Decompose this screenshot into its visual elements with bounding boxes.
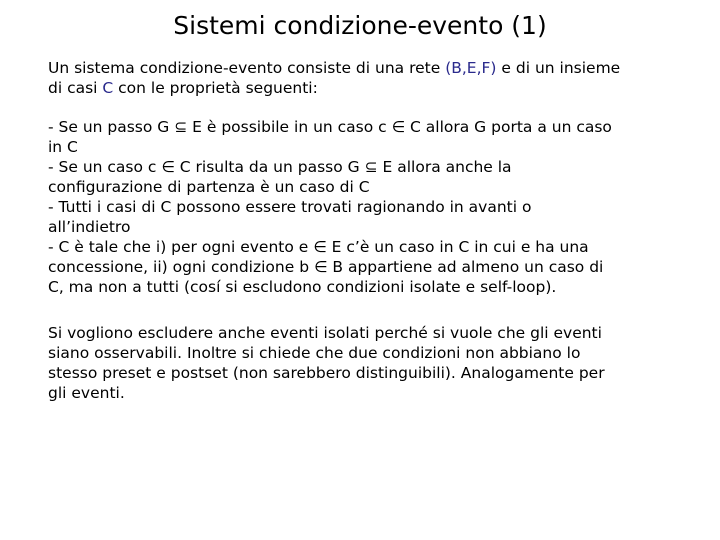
property-line: - C è tale che i) per ogni evento e ∈ E c’è un caso in C in cui e ha una (48, 238, 589, 256)
property-line: - Se un passo G ⊆ E è possibile in un caso c ∈ C allora G porta a un caso (48, 118, 612, 136)
properties-list (48, 117, 688, 297)
property-line: in C (48, 138, 78, 156)
property-item (48, 237, 688, 297)
intro-text: Un sistema condizione-evento consiste di una rete (48, 59, 446, 77)
intro-paragraph (48, 58, 688, 98)
closing-line: siano osservabili. Inoltre si chiede che due condizioni non abbiano lo (48, 344, 581, 362)
property-item (48, 197, 688, 237)
intro-text: con le proprietà seguenti: (113, 79, 318, 97)
closing-line: stesso preset e postset (non sarebbero distinguibili). Analogamente per (48, 364, 605, 382)
intro-text: e di un insieme (496, 59, 621, 77)
property-line: all’indietro (48, 218, 131, 236)
closing-paragraph (48, 323, 688, 403)
slide-title: Sistemi condizione-evento (1) (173, 11, 547, 40)
net-tuple: (B,E,F) (445, 59, 497, 77)
closing-line: Si vogliono escludere anche eventi isolati perché si vuole che gli eventi (48, 324, 602, 342)
property-line: - Tutti i casi di C possono essere trovati ragionando in avanti o (48, 198, 532, 216)
case-set-symbol: C (102, 79, 114, 97)
slide-content (48, 58, 688, 403)
property-item (48, 117, 688, 157)
property-line: concessione, ii) ogni condizione b ∈ B appartiene ad almeno un caso di (48, 258, 604, 276)
property-item (48, 157, 688, 197)
property-line: C, ma non a tutti (cosí si escludono condizioni isolate e self-loop). (48, 278, 557, 296)
closing-line: gli eventi. (48, 384, 125, 402)
intro-text: di casi (48, 79, 103, 97)
property-line: configurazione di partenza è un caso di C (48, 178, 370, 196)
property-line: - Se un caso c ∈ C risulta da un passo G ⊆ E allora anche la (48, 158, 512, 176)
